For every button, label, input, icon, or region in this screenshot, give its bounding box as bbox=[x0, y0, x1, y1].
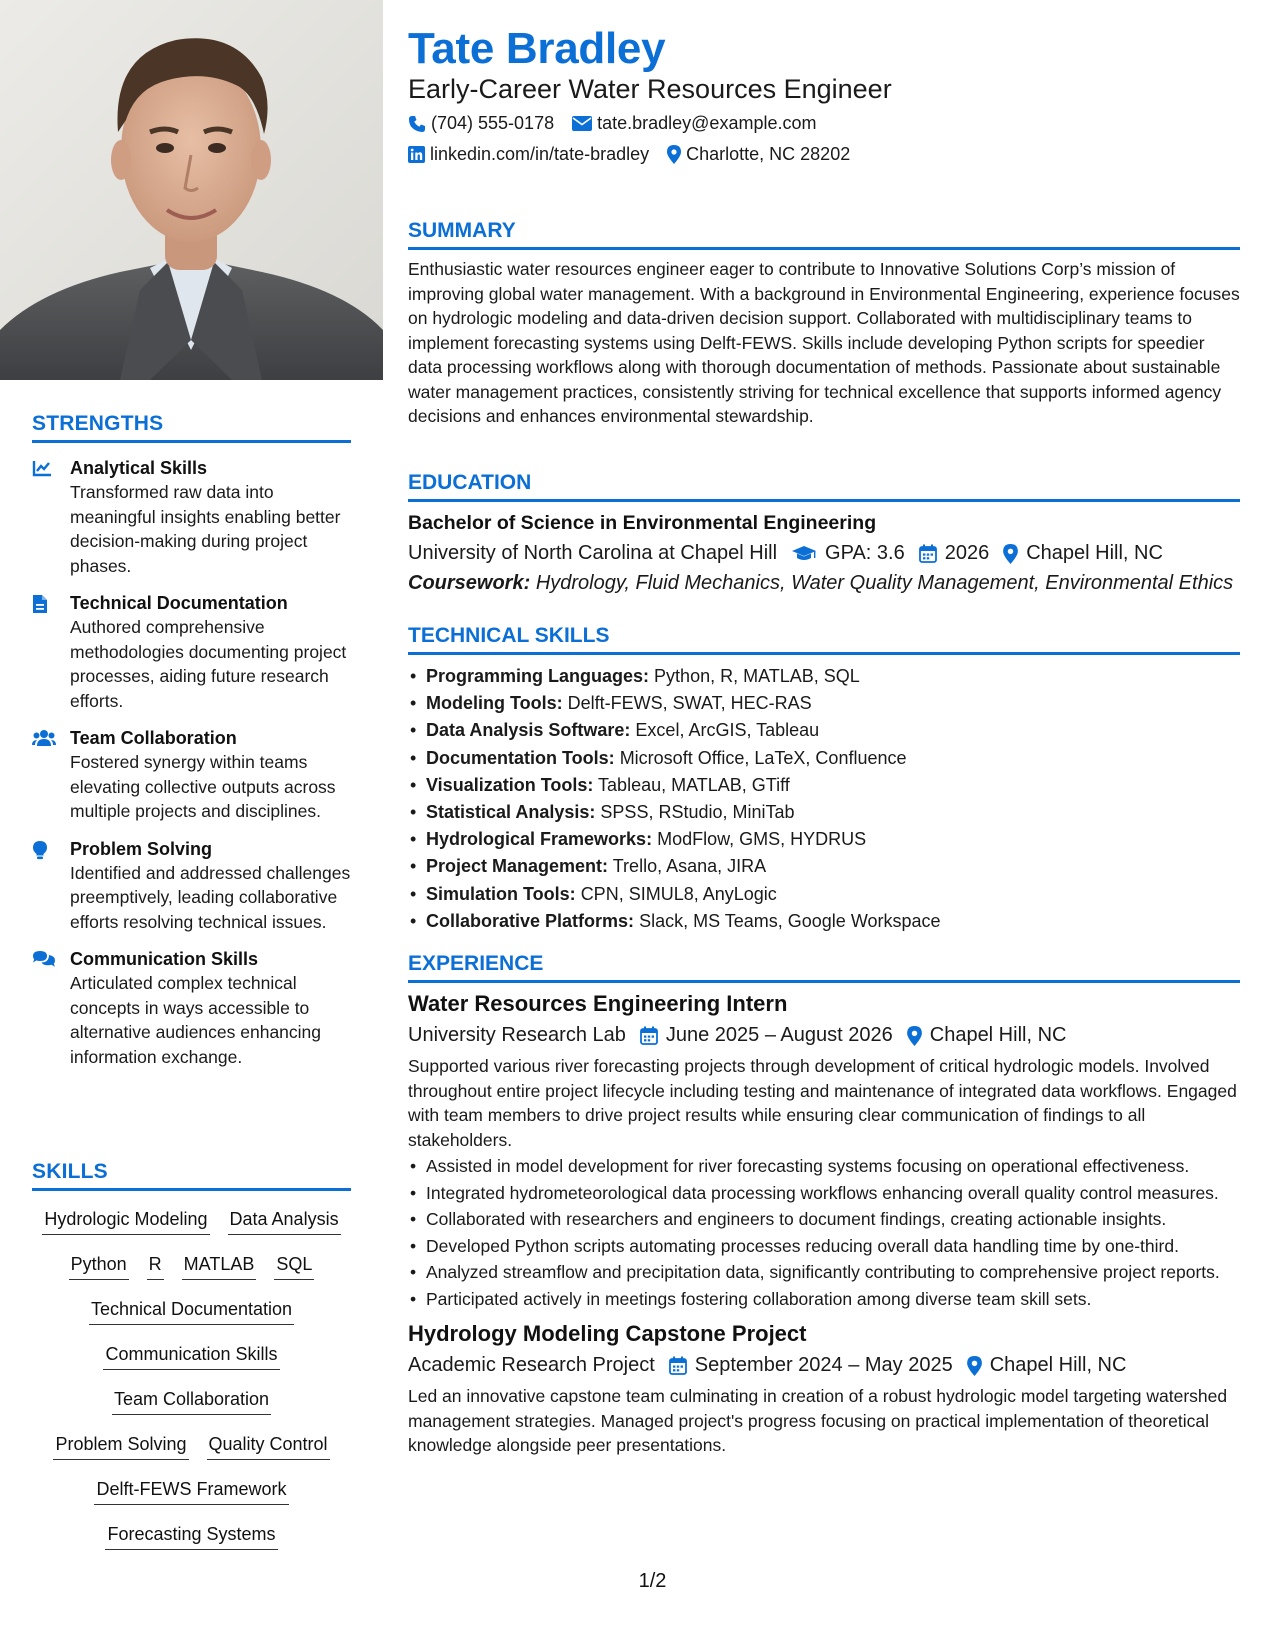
contact-row bbox=[408, 113, 834, 134]
strength-description: Identified and addressed challenges preemptively, leading collaborative efforts resolving technical issues. bbox=[70, 862, 351, 932]
skill-row bbox=[32, 1381, 351, 1426]
skill-tag: Forecasting Systems bbox=[105, 1522, 277, 1550]
calendar-icon bbox=[640, 1026, 658, 1045]
job-entry bbox=[408, 1321, 1240, 1458]
technical-skill-value: CPN, SIMUL8, AnyLogic bbox=[580, 883, 777, 904]
skill-row bbox=[32, 1201, 351, 1246]
linkedin-icon bbox=[408, 146, 425, 163]
job-bullets bbox=[408, 1154, 1240, 1311]
technical-skill-label: Hydrological Frameworks: bbox=[426, 829, 653, 850]
technical-skill-item bbox=[408, 772, 1240, 799]
education-location: Chapel Hill, NC bbox=[1026, 542, 1163, 564]
skill-row bbox=[32, 1336, 351, 1381]
summary-text: Enthusiastic water resources engineer eager to contribute to Innovative Solutions Corp’s mission of improving global water management. With a background in Environmental Engineering, experience focuses on hydrologic modeling and data-driven decision support. Collaborated with multidisciplinary teams to implement forecasting systems using Delft-FEWS. Skills include developing Python scripts for speedier data processing workflows along with thorough documentation of methods. Passionate about sustainable water management practices, consistently striving for technical excellence that supports informed agency decisions and enhances environmental stewardship. bbox=[408, 259, 1240, 426]
technical-skill-value: Trello, Asana, JIRA bbox=[612, 856, 767, 877]
technical-skill-value: Slack, MS Teams, Google Workspace bbox=[639, 910, 941, 931]
strength-title: Team Collaboration bbox=[70, 728, 237, 748]
phone-text: (704) 555-0178 bbox=[431, 113, 555, 133]
education-section bbox=[408, 471, 1240, 595]
job-bullet: • Collaborated with researchers and engineers to document findings, creating actionable insights. bbox=[408, 1207, 1240, 1232]
technical-skill-label: Simulation Tools: bbox=[426, 883, 576, 904]
year-item bbox=[919, 542, 990, 565]
summary-section bbox=[408, 219, 1240, 429]
job-title: Hydrology Modeling Capstone Project bbox=[408, 1321, 807, 1346]
skill-tag: R bbox=[147, 1252, 164, 1280]
strength-title: Communication Skills bbox=[70, 949, 259, 969]
job-dates-item bbox=[669, 1354, 953, 1377]
phone-icon bbox=[408, 115, 426, 133]
location-contact bbox=[667, 144, 850, 165]
strength-description: Authored comprehensive methodologies documenting project processes, aiding future research efforts. bbox=[70, 617, 347, 711]
job-summary: Supported various river forecasting projects through development of critical hydrologic models. Involved throughout entire project lifecycle including testing and maintenance of integrated data workflows. Engaged with team members to drive project results while ensuring clear communication of findings to all stakeholders. bbox=[408, 1056, 1237, 1150]
linkedin-contact[interactable] bbox=[408, 144, 649, 165]
strength-description: Articulated complex technical concepts in ways accessible to alternative audiences enhancing information exchange. bbox=[70, 973, 322, 1067]
technical-skill-item bbox=[408, 881, 1240, 908]
school-name: University of North Carolina at Chapel Hill bbox=[408, 542, 778, 564]
coursework-text: Hydrology, Fluid Mechanics, Water Quality Management, Environmental Ethics bbox=[535, 572, 1234, 594]
skill-tag: MATLAB bbox=[182, 1252, 257, 1280]
job-location: Chapel Hill, NC bbox=[929, 1024, 1067, 1046]
headline: Early-Career Water Resources Engineer bbox=[408, 74, 892, 104]
strength-title: Technical Documentation bbox=[70, 593, 288, 613]
strength-item bbox=[32, 947, 351, 1069]
technical-skill-label: Programming Languages: bbox=[426, 666, 650, 686]
skills-list bbox=[32, 1201, 351, 1561]
graduation-cap-icon bbox=[791, 545, 817, 563]
technical-skill-item bbox=[408, 717, 1240, 744]
job-bullet: • Integrated hydrometeorological data processing workflows enhancing overall quality control measures. bbox=[408, 1181, 1240, 1206]
graduation-year: 2026 bbox=[944, 542, 990, 564]
chart-line-icon bbox=[32, 456, 70, 578]
job-title: Water Resources Engineering Intern bbox=[408, 991, 788, 1016]
skill-tag: Technical Documentation bbox=[89, 1297, 294, 1325]
strength-title: Problem Solving bbox=[70, 838, 213, 859]
comments-icon bbox=[32, 947, 70, 1069]
strength-item bbox=[32, 837, 351, 935]
technical-skill-value: Python, R, MATLAB, SQL bbox=[654, 666, 860, 686]
technical-skill-value: ModFlow, GMS, HYDRUS bbox=[657, 829, 867, 850]
skill-tag: SQL bbox=[274, 1252, 314, 1280]
envelope-icon bbox=[572, 116, 592, 131]
degree-title: Bachelor of Science in Environmental Engineering bbox=[408, 512, 877, 534]
map-pin-icon bbox=[1003, 544, 1018, 564]
job-dates: June 2025 – August 2026 bbox=[665, 1024, 893, 1046]
technical-skill-value: SPSS, RStudio, MiniTab bbox=[600, 802, 795, 823]
technical-skill-label: Statistical Analysis: bbox=[426, 802, 596, 823]
job-bullet: • Participated actively in meetings fostering collaboration among diverse team skill sets. bbox=[408, 1287, 1240, 1312]
technical-skill-value: Tableau, MATLAB, GTiff bbox=[598, 774, 790, 795]
job-organization: University Research Lab bbox=[408, 1024, 626, 1046]
skill-tag: Data Analysis bbox=[228, 1207, 341, 1235]
email-contact[interactable] bbox=[572, 113, 816, 134]
technical-skill-label: Modeling Tools: bbox=[426, 693, 563, 714]
map-pin-icon bbox=[967, 1356, 982, 1376]
education-meta bbox=[408, 542, 1240, 565]
job-bullet: • Developed Python scripts automating processes reducing overall data handling time by one-third. bbox=[408, 1234, 1240, 1259]
document-icon bbox=[32, 591, 70, 713]
job-entry bbox=[408, 991, 1240, 1311]
sidebar bbox=[0, 0, 383, 1650]
strength-item bbox=[32, 456, 351, 578]
experience-heading: EXPERIENCE bbox=[408, 952, 1240, 983]
technical-skill-value: Microsoft Office, LaTeX, Confluence bbox=[619, 747, 907, 768]
skill-row bbox=[32, 1471, 351, 1516]
job-dates-item bbox=[640, 1024, 893, 1047]
skill-row bbox=[32, 1246, 351, 1291]
job-location-item bbox=[967, 1354, 1127, 1377]
skill-tag: Hydrologic Modeling bbox=[42, 1207, 209, 1235]
strength-item bbox=[32, 726, 351, 824]
page-number: 1/2 bbox=[638, 1570, 667, 1592]
technical-skills-heading: TECHNICAL SKILLS bbox=[408, 624, 1240, 655]
job-location: Chapel Hill, NC bbox=[989, 1354, 1127, 1376]
gpa-text: GPA: 3.6 bbox=[825, 542, 905, 564]
technical-skill-label: Project Management: bbox=[426, 856, 609, 877]
technical-skill-label: Collaborative Platforms: bbox=[426, 910, 635, 931]
experience-section bbox=[408, 952, 1240, 1458]
phone-contact[interactable] bbox=[408, 113, 554, 134]
contact-row-2 bbox=[408, 144, 868, 165]
coursework-line bbox=[408, 572, 1240, 595]
profile-photo bbox=[0, 0, 383, 380]
skill-tag: Quality Control bbox=[207, 1432, 330, 1460]
lightbulb-icon bbox=[32, 837, 70, 935]
job-dates: September 2024 – May 2025 bbox=[694, 1354, 953, 1376]
users-icon bbox=[32, 726, 70, 824]
skills-section bbox=[32, 1160, 351, 1561]
skill-row bbox=[32, 1426, 351, 1471]
job-summary: Led an innovative capstone team culminating in creation of a robust hydrologic model targeting watershed management strategies. Managed project's progress focusing on practical implementation of theoretical knowledge alongside peer presentations. bbox=[408, 1386, 1228, 1455]
linkedin-text: linkedin.com/in/tate-bradley bbox=[430, 144, 650, 164]
job-location-item bbox=[907, 1024, 1067, 1047]
skill-tag: Communication Skills bbox=[103, 1342, 279, 1370]
technical-skills-list bbox=[408, 663, 1240, 935]
education-heading: EDUCATION bbox=[408, 471, 1240, 502]
candidate-name: Tate Bradley bbox=[408, 24, 666, 73]
strength-description: Fostered synergy within teams elevating collective outputs across multiple projects and disciplines. bbox=[70, 752, 336, 821]
email-text: tate.bradley@example.com bbox=[597, 113, 817, 133]
job-organization: Academic Research Project bbox=[408, 1354, 655, 1376]
strength-description: Transformed raw data into meaningful insights enabling better decision-making during project phases. bbox=[70, 482, 341, 576]
summary-heading: SUMMARY bbox=[408, 219, 1240, 250]
technical-skill-label: Data Analysis Software: bbox=[426, 720, 631, 741]
strength-item bbox=[32, 591, 351, 713]
map-pin-icon bbox=[667, 145, 681, 164]
job-bullet: • Analyzed streamflow and precipitation data, significantly contributing to comprehensive project reports. bbox=[408, 1260, 1240, 1285]
technical-skills-section bbox=[408, 624, 1240, 935]
technical-skill-item bbox=[408, 826, 1240, 853]
technical-skill-item bbox=[408, 908, 1240, 935]
skill-row bbox=[32, 1516, 351, 1561]
skills-heading: SKILLS bbox=[32, 1160, 351, 1191]
job-bullet: • Assisted in model development for river forecasting systems focusing on operational effectiveness. bbox=[408, 1154, 1240, 1179]
skill-tag: Problem Solving bbox=[53, 1432, 188, 1460]
technical-skill-label: Visualization Tools: bbox=[426, 774, 594, 795]
technical-skill-item bbox=[408, 745, 1240, 772]
map-pin-icon bbox=[907, 1026, 922, 1046]
skill-tag: Python bbox=[69, 1252, 129, 1280]
technical-skill-item bbox=[408, 853, 1240, 880]
strengths-section bbox=[32, 412, 351, 1069]
technical-skill-value: Excel, ArcGIS, Tableau bbox=[635, 720, 820, 741]
job-meta bbox=[408, 1354, 1240, 1377]
education-location-item bbox=[1003, 542, 1163, 565]
technical-skill-item bbox=[408, 799, 1240, 826]
job-meta bbox=[408, 1024, 1240, 1047]
strength-title: Analytical Skills bbox=[70, 458, 208, 478]
coursework-label: Coursework: bbox=[408, 572, 531, 594]
skill-tag: Team Collaboration bbox=[112, 1387, 271, 1415]
strengths-heading: STRENGTHS bbox=[32, 412, 351, 443]
calendar-icon bbox=[669, 1356, 687, 1375]
skill-tag: Delft-FEWS Framework bbox=[94, 1477, 288, 1505]
skill-row bbox=[32, 1291, 351, 1336]
technical-skill-label: Documentation Tools: bbox=[426, 747, 615, 768]
technical-skill-item bbox=[408, 690, 1240, 717]
gpa-item bbox=[791, 542, 905, 565]
technical-skill-value: Delft-FEWS, SWAT, HEC-RAS bbox=[567, 693, 812, 714]
calendar-icon bbox=[919, 544, 937, 563]
technical-skill-item bbox=[408, 663, 1240, 690]
location-text: Charlotte, NC 28202 bbox=[686, 144, 851, 164]
